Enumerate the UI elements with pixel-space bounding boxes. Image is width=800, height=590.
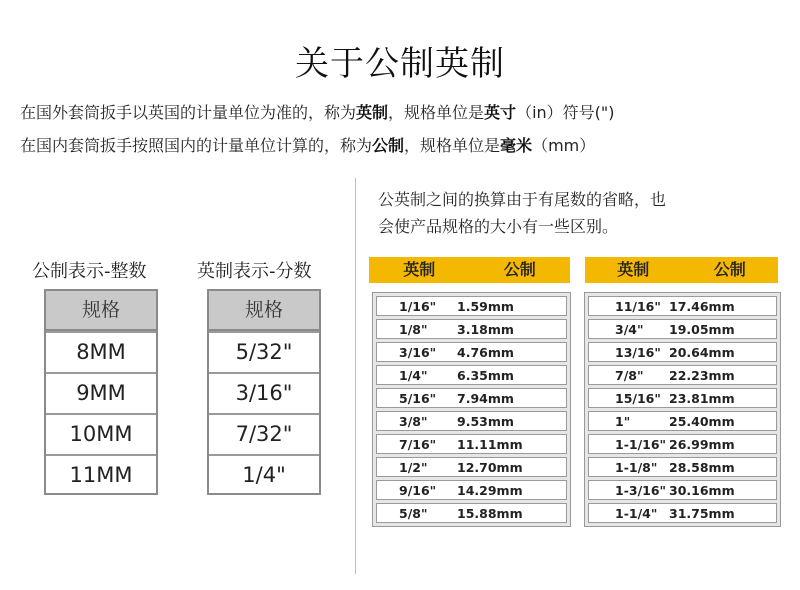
inch-cell: 13/16" [615, 344, 661, 360]
table-row [376, 319, 567, 339]
table-row: 9MM [46, 372, 156, 413]
inch-cell: 1/16" [399, 298, 437, 314]
note-line: 公英制之间的换算由于有尾数的省略，也 [378, 190, 667, 209]
intro-metric-line [20, 133, 595, 156]
intro-bold-unit: 英寸 [484, 103, 517, 122]
inch-cell: 3/4" [615, 321, 644, 337]
table-row [376, 388, 567, 408]
inch-cell: 7/8" [615, 367, 644, 383]
inch-cell: 5/16" [399, 390, 437, 406]
table-row: 5/32" [209, 331, 319, 372]
table-row [588, 411, 777, 431]
inch-cell: 1/4" [399, 367, 428, 383]
intro-text: ，规格单位是 [388, 103, 485, 122]
table-row [376, 480, 567, 500]
table-row [588, 434, 777, 454]
mm-cell: 6.35mm [457, 367, 514, 383]
table-row [376, 296, 567, 316]
mm-cell: 4.76mm [457, 344, 514, 360]
inch-cell: 1-1/4" [615, 505, 658, 521]
inch-cell: 1-1/16" [615, 436, 667, 452]
intro-text: （in）符号(") [516, 103, 615, 122]
column-header-mm: 公制 [713, 260, 746, 279]
imperial-heading: 英制表示-分数 [197, 261, 312, 282]
conversion-header-right [585, 257, 778, 283]
vertical-divider [355, 178, 356, 574]
mm-cell: 23.81mm [669, 390, 735, 406]
table-row [588, 503, 777, 523]
column-header-inch: 英制 [617, 260, 650, 279]
inch-cell: 1/8" [399, 321, 428, 337]
table-row [376, 342, 567, 362]
intro-bold-term: 英制 [356, 103, 389, 122]
metric-spec-table [44, 289, 158, 495]
intro-text: ，规格单位是 [404, 136, 501, 155]
inch-cell: 11/16" [615, 298, 661, 314]
table-row [588, 388, 777, 408]
table-row [588, 365, 777, 385]
table-row [588, 480, 777, 500]
inch-cell: 1-3/16" [615, 482, 667, 498]
intro-bold-unit: 毫米 [500, 136, 533, 155]
inch-cell: 3/8" [399, 413, 428, 429]
table-row [588, 342, 777, 362]
mm-cell: 7.94mm [457, 390, 514, 406]
column-header-mm: 公制 [503, 260, 536, 279]
mm-cell: 26.99mm [669, 436, 735, 452]
mm-cell: 9.53mm [457, 413, 514, 429]
intro-bold-term: 公制 [372, 136, 405, 155]
column-header-inch: 英制 [403, 260, 436, 279]
imperial-spec-table [207, 289, 321, 495]
conversion-table-right [584, 292, 781, 527]
table-row [376, 457, 567, 477]
inch-cell: 15/16" [615, 390, 661, 406]
inch-cell: 1" [615, 413, 631, 429]
table-row: 7/32" [209, 413, 319, 454]
conversion-header-left [369, 257, 570, 283]
mm-cell: 14.29mm [457, 482, 523, 498]
table-header: 规格 [209, 291, 319, 331]
table-row [376, 503, 567, 523]
table-row [588, 319, 777, 339]
page-title: 关于公制英制 [295, 44, 505, 84]
mm-cell: 19.05mm [669, 321, 735, 337]
inch-cell: 1/2" [399, 459, 428, 475]
inch-cell: 9/16" [399, 482, 437, 498]
intro-imperial-line [20, 100, 615, 123]
table-row [376, 434, 567, 454]
inch-cell: 3/16" [399, 344, 437, 360]
mm-cell: 12.70mm [457, 459, 523, 475]
metric-heading: 公制表示-整数 [32, 261, 147, 282]
mm-cell: 11.11mm [457, 436, 523, 452]
inch-cell: 1-1/8" [615, 459, 658, 475]
conversion-note [378, 186, 778, 240]
intro-text: 在国内套筒扳手按照国内的计量单位计算的，称为 [20, 136, 373, 155]
mm-cell: 28.58mm [669, 459, 735, 475]
mm-cell: 25.40mm [669, 413, 735, 429]
table-row: 1/4" [209, 454, 319, 495]
mm-cell: 31.75mm [669, 505, 735, 521]
mm-cell: 15.88mm [457, 505, 523, 521]
intro-text: （mm） [532, 136, 596, 155]
mm-cell: 30.16mm [669, 482, 735, 498]
mm-cell: 3.18mm [457, 321, 514, 337]
table-row [376, 365, 567, 385]
mm-cell: 20.64mm [669, 344, 735, 360]
table-row [588, 296, 777, 316]
table-row [588, 457, 777, 477]
table-row: 3/16" [209, 372, 319, 413]
table-row: 10MM [46, 413, 156, 454]
mm-cell: 22.23mm [669, 367, 735, 383]
inch-cell: 5/8" [399, 505, 428, 521]
table-row [376, 411, 567, 431]
mm-cell: 17.46mm [669, 298, 735, 314]
table-header: 规格 [46, 291, 156, 331]
intro-text: 在国外套筒扳手以英国的计量单位为准的，称为 [20, 103, 357, 122]
table-row: 8MM [46, 331, 156, 372]
inch-cell: 7/16" [399, 436, 437, 452]
conversion-table-left [372, 292, 571, 527]
note-line: 会使产品规格的大小有一些区别。 [378, 217, 619, 236]
table-row: 11MM [46, 454, 156, 495]
mm-cell: 1.59mm [457, 298, 514, 314]
